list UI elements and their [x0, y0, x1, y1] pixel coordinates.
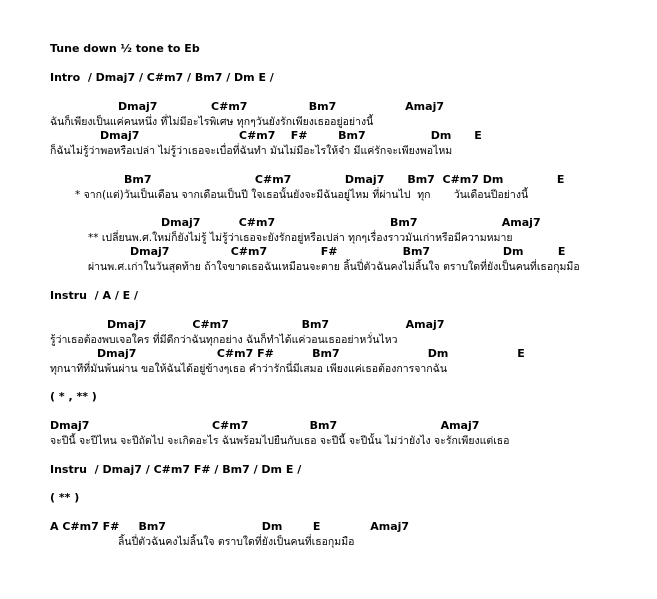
verse3-lyric-1: รู้ว่าเธอต้องพบเจอใคร ที่มีดีกว่าฉันทุกอย่าง ฉันก็ทำได้แค่วอนเธออย่าหวั่นไหว	[50, 334, 398, 346]
chorus-lyric-2: ผ่านพ.ศ.เก่าในวันสุดท้าย ถ้าใจขาดเธอฉันเหมือนจะตาย ลิ้นปี่ตัวฉันคงไม่ลิ้นใจ ตราบใดที่ยังเป็นคนที่เธอกุมมือ	[88, 261, 580, 273]
instru-line-2: Instru / Dmaj7 / C#m7 F# / Bm7 / Dm E /	[50, 463, 302, 476]
verse1-chords-1: Dmaj7 C#m7 Bm7 Amaj7	[118, 100, 444, 113]
verse3-chords-2: Dmaj7 C#m7 F# Bm7 Dm E	[97, 347, 525, 360]
verse2-chords-1: Bm7 C#m7 Dmaj7 Bm7 C#m7 Dm E	[124, 173, 565, 186]
verse3-lyric-2: ทุกนาทีที่มันพ้นผ่าน ขอให้ฉันได้อยู่ข้างๆเธอ คำว่ารักนี่มีเสมอ เพียงแค่เธอต้องการจากฉัน	[50, 363, 447, 375]
bridge-lyric-1: จะปีนี้ จะปีไหน จะปีถัดไป จะเกิดอะไร ฉันพร้อมไปยืนกับเธอ จะปีนี้ จะปีนั้น ไม่ว่ายังไง จะรักเพียงแต่เธอ	[50, 435, 510, 447]
verse1-lyric-2: ก็ฉันไม่รู้ว่าพอหรือเปล่า ไม่รู้ว่าเธอจะเบื่อที่ฉันทำ มันไม่มีอะไรให้จำ มีแค่รักจะเพียงพอไหม	[50, 145, 453, 157]
bridge-chords-1: Dmaj7 C#m7 Bm7 Amaj7	[50, 419, 480, 432]
instru-line-1: Instru / A / E /	[50, 289, 139, 302]
repeat-note-1: ( * , ** )	[50, 390, 97, 403]
verse1-lyric-1: ฉันก็เพียงเป็นแค่คนหนึ่ง ที่ไม่มีอะไรพิเศษ ทุกๆวันยังรักเพียงเธออยู่อย่างนี้	[50, 116, 374, 128]
tuning-note: Tune down ½ tone to Eb	[50, 42, 200, 55]
outro-lyric-1: ลิ้นปี่ตัวฉันคงไม่ลิ้นใจ ตราบใดที่ยังเป็นคนที่เธอกุมมือ	[118, 536, 355, 548]
verse2-lyric-1: * จาก(แต่)วันเป็นเดือน จากเดือนเป็นปี ใจเธอนั้นยังจะมีฉันอยู่ไหม ที่ผ่านไป ทุก วันเดือนปีอย่างนี้	[75, 189, 529, 201]
chorus-lyric-1: ** เปลี่ยนพ.ศ.ใหม่ก็ยังไม่รู้ ไม่รู้ว่าเธอจะยังรักอยู่หรือเปล่า ทุกๆเรื่องราวมันเก่าหรือมีความหมาย	[88, 232, 513, 244]
intro-line: Intro / Dmaj7 / C#m7 / Bm7 / Dm E /	[50, 71, 274, 84]
chorus-chords-1: Dmaj7 C#m7 Bm7 Amaj7	[161, 216, 541, 229]
repeat-note-2: ( ** )	[50, 491, 80, 504]
verse1-chords-2: Dmaj7 C#m7 F# Bm7 Dm E	[100, 129, 482, 142]
verse3-chords-1: Dmaj7 C#m7 Bm7 Amaj7	[107, 318, 445, 331]
chorus-chords-2: Dmaj7 C#m7 F# Bm7 Dm E	[130, 245, 566, 258]
outro-chords-1: A C#m7 F# Bm7 Dm E Amaj7	[50, 520, 410, 533]
